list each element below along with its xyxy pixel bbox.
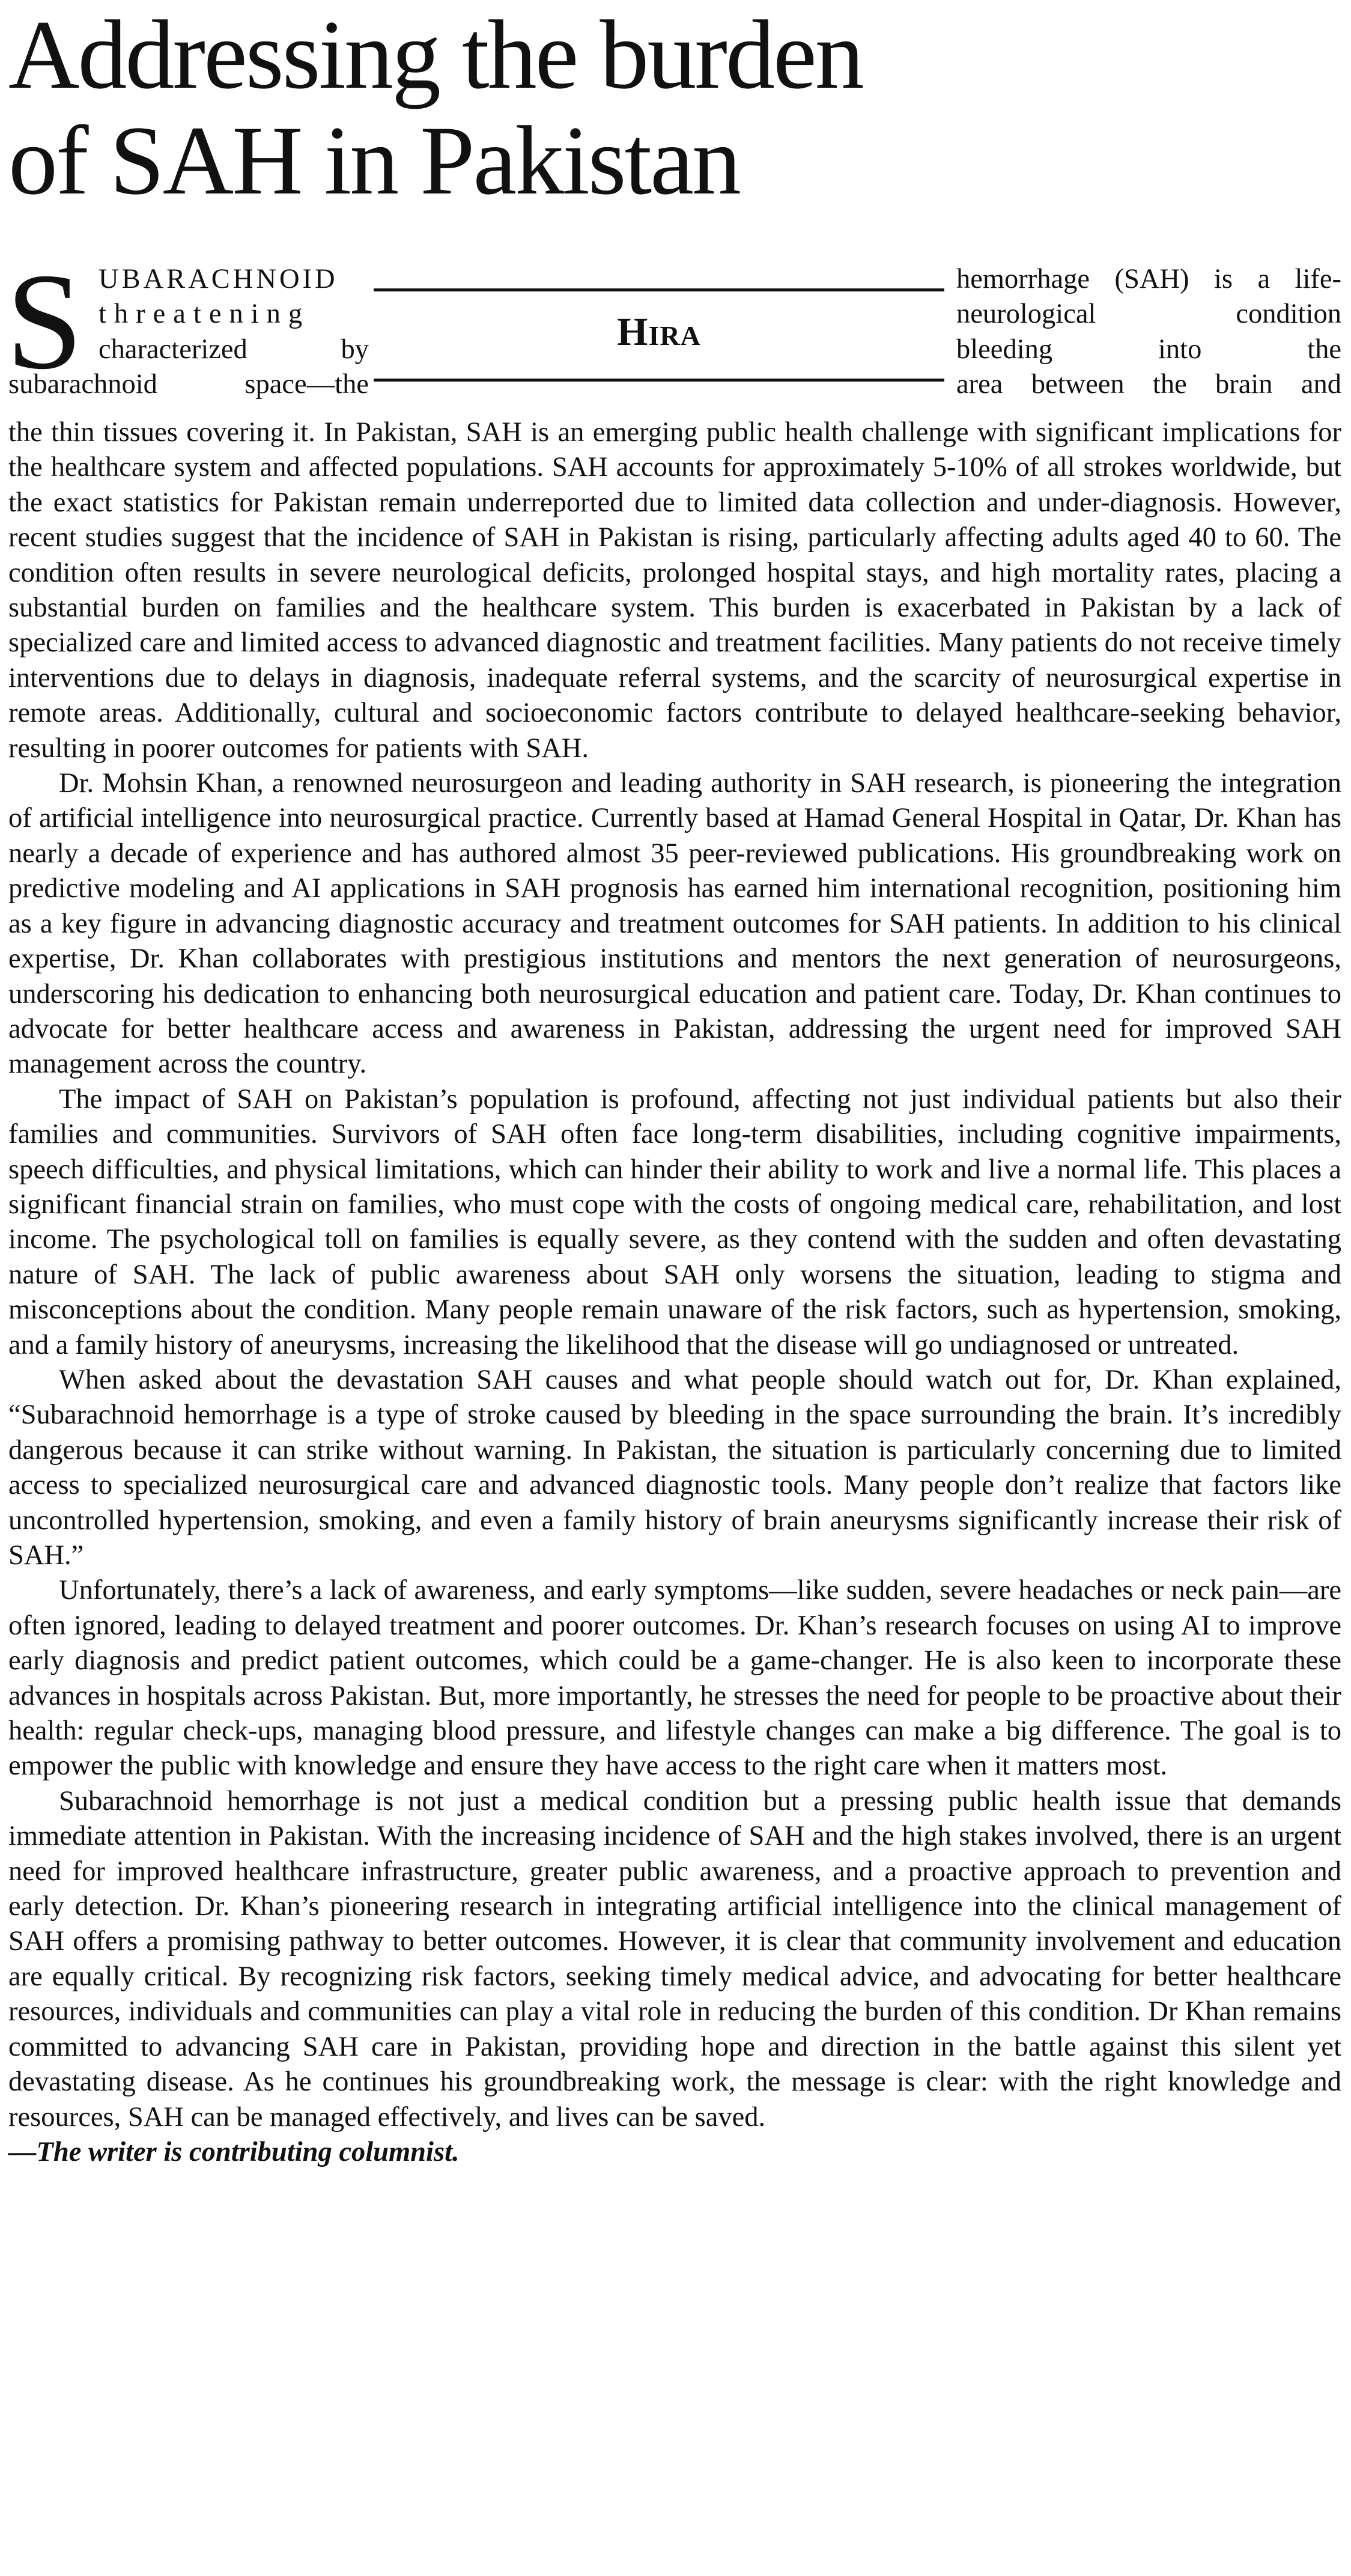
byline-box: [374, 275, 944, 383]
lead-right-column: [956, 262, 1341, 403]
lead-left-line: subarachnoid space—the: [8, 369, 369, 400]
paragraph: the thin tissues covering it. In Pakistan, SAH is an emerging public health challenge with significant implications for the healthcare system and affected populations. SAH accounts for approximately 5-10% of all strokes worldwide, but the exact statistics for Pakistan remain underreported due to limited data collection and under-diagnosis. However, recent studies suggest that the incidence of SAH in Pakistan is rising, particularly affecting adults aged 40 to 60. The condition often results in severe neurological deficits, prolonged hospital stays, and high mortality rates, placing a substantial burden on families and the healthcare system. This burden is exacerbated in Pakistan by a lack of specialized care and limited access to advanced diagnostic and treatment facilities. Many patients do not receive timely interventions due to delays in diagnosis, inadequate referral systems, and the scarcity of neurosurgical expertise in remote areas. Additionally, cultural and socioeconomic factors contribute to delayed healthcare-seeking behavior, resulting in poorer outcomes for patients with SAH.: [8, 417, 1341, 764]
paragraph: Dr. Mohsin Khan, a renowned neurosurgeon and leading authority in SAH research, is pioneering the integration of artificial intelligence into neurosurgical practice. Currently based at Hamad General Hospital in Qatar, Dr. Khan has nearly a decade of experience and has authored almost 35 peer-reviewed publications. His groundbreaking work on predictive modeling and AI applications in SAH prognosis has earned him international recognition, positioning him as a key figure in advancing diagnostic accuracy and treatment outcomes for SAH patients. In addition to his clinical expertise, Dr. Khan collaborates with prestigious institutions and mentors the next generation of neurosurgeons, underscoring his dedication to enhancing both neurosurgical education and patient care. Today, Dr. Khan continues to advocate for better healthcare access and awareness in Pakistan, addressing the urgent need for improved SAH management across the country.: [8, 768, 1341, 1080]
paragraph: The impact of SAH on Pakistan’s population is profound, affecting not just individual patients but also their families and communities. Survivors of SAH often face long-term disabilities, including cognitive impairments, speech difficulties, and physical limitations, which can hinder their ability to work and live a normal life. This places a significant financial strain on families, who must cope with the costs of ongoing medical care, rehabilitation, and lost income. The psychological toll on families is equally severe, as they contend with the sudden and often devastating nature of SAH. The lack of public awareness about SAH only worsens the situation, leading to stigma and misconceptions about the condition. Many people remain unaware of the risk factors, such as hypertension, smoking, and a family history of aneurysms, increasing the likelihood that the disease will go undiagnosed or untreated.: [8, 1083, 1341, 1360]
headline-line-1: Addressing the burden: [8, 1, 863, 109]
lead-left-line: UBARACHNOID: [99, 264, 338, 294]
byline-rule-bottom: [374, 379, 944, 382]
lead-left-column: [8, 262, 369, 403]
lead-left-line: threatening: [99, 299, 311, 330]
lead-right-line: bleeding into the: [956, 333, 1341, 365]
drop-cap: S: [6, 245, 83, 398]
paragraph: Unfortunately, there’s a lack of awareness, and early symptoms—like sudden, severe headaches or neck pain—are often ignored, leading to delayed treatment and poorer outcomes. Dr. Khan’s research focuses on using AI to improve early diagnosis and predict patient outcomes, which could be a game-changer. He is also keen to incorporate these advances in hospitals across Pakistan. But, more importantly, he stresses the need for people to be proactive about their health: regular check-ups, managing blood pressure, and lifestyle changes can make a big difference. The goal is to empower the public with knowledge and ensure they have access to the right care when it matters most.: [8, 1575, 1341, 1782]
lead-right-line: neurological condition: [956, 299, 1341, 330]
writer-credit: —The writer is contributing columnist.: [8, 2136, 460, 2167]
paragraph: Subarachnoid hemorrhage is not just a medical condition but a pressing public health issue that demands immediate attention in Pakistan. With the increasing incidence of SAH and the high stakes involved, there is an urgent need for improved healthcare infrastructure, greater public awareness, and a proactive approach to prevention and early detection. Dr. Khan’s pioneering research in integrating artificial intelligence into the clinical management of SAH offers a promising pathway to better outcomes. However, it is clear that community involvement and education are equally critical. By recognizing risk factors, seeking timely medical advice, and advocating for better healthcare resources, individuals and communities can play a vital role in reducing the burden of this condition. Dr Khan remains committed to advancing SAH care in Pakistan, providing hope and direction in the battle against this silent yet devastating disease. As he continues his groundbreaking work, the message is clear: with the right knowledge and resources, SAH can be managed effectively, and lives can be saved.: [8, 1785, 1341, 2133]
paragraph: When asked about the devastation SAH causes and what people should watch out for, Dr. Khan explained, “Subarachnoid hemorrhage is a type of stroke caused by bleeding in the space surrounding the brain. It’s incredibly dangerous because it can strike without warning. In Pakistan, the situation is particularly concerning due to limited access to specialized neurosurgical care and advanced diagnostic tools. Many people don’t realize that factors like uncontrolled hypertension, smoking, and even a family history of brain aneurysms significantly increase their risk of SAH.”: [8, 1364, 1341, 1571]
lead-left-line: characterized by: [99, 333, 369, 365]
byline-author: Hira: [617, 310, 701, 354]
byline-rule-top: [374, 288, 944, 291]
headline: [8, 0, 1341, 214]
article-body: [6, 245, 1341, 2170]
headline-line-2: of SAH in Pakistan: [8, 106, 739, 215]
lead-right-line: hemorrhage (SAH) is a life-: [956, 264, 1341, 294]
lead-right-line: area between the brain and: [956, 369, 1341, 400]
